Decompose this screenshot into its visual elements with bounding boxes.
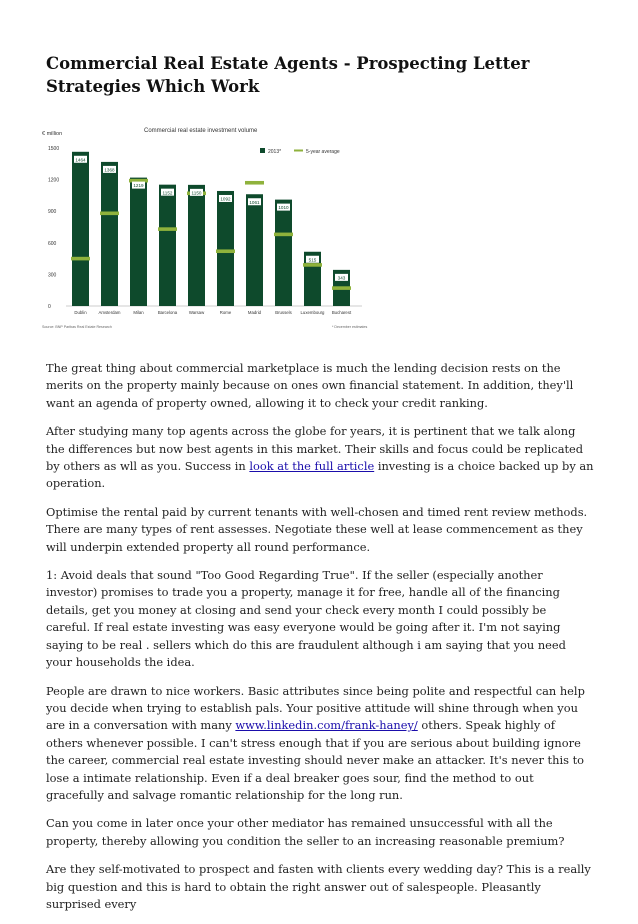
- chart-average-marker: [303, 263, 322, 267]
- chart-bar: [188, 185, 205, 306]
- paragraph-text: The great thing about commercial marketplace is much the lending decision rests on the merits on the property mainly because on ones own financial statement. In addition, they'll want an agenda of property owned, allowing it to check your credit ranking.: [46, 361, 574, 410]
- chart-bar: [217, 191, 234, 306]
- chart-title: Commercial real estate investment volume: [144, 128, 258, 134]
- chart-x-tick-label: Amsterdam: [98, 310, 121, 315]
- chart-bar: [246, 194, 263, 306]
- chart-y-tick-label: 600: [48, 240, 57, 247]
- paragraph-text: Are they self-motivated to prospect and fasten with clients every wedding day? This is a really big question and this is hard to obtain the right answer out of salespeople. Pleasantly surprised every: [46, 862, 591, 911]
- paragraph-text: 1: Avoid deals that sound "Too Good Regarding True". If the seller (especially another investor) promises to trade you a property, manage it for free, handle all of the financing details, get you money at closing and send your check every month I could possibly be careful. If real estate investing was easy everyone would be going after it. I'm not saying saying to be real . sellers which do this are fraudulent although i am saying that you need your households the idea.: [46, 568, 566, 670]
- chart-legend: [260, 148, 340, 155]
- chart-value-label: 1219: [133, 183, 144, 189]
- chart-average-marker: [216, 249, 235, 253]
- legend-label-average: 5-year average: [306, 149, 340, 155]
- chart-value-label: 1010: [278, 205, 289, 211]
- chart-source: Source: BNP Paribas Real Estate Research: [42, 325, 112, 329]
- paragraph: [46, 360, 594, 412]
- chart-x-tick-label: Warsaw: [188, 310, 205, 315]
- chart-y-ticks: [48, 146, 59, 310]
- paragraph-text: People are drawn to nice workers. Basic attributes since being polite and respectful can help you decide when trying to establish pals. Your positive attitude will shine through when you are in a conversation with many: [46, 683, 585, 733]
- chart-footnote: * December estimates: [332, 325, 368, 329]
- paragraph-text: After studying many top agents across the globe for years, it is pertinent that we talk along the differences but now best agents in this market. Their skills and focus could be replicated by others as wll as you. Success in: [46, 424, 584, 474]
- chart-value-label: 515: [308, 257, 317, 263]
- paragraph-text: investing is a choice backed up by an operation.: [46, 459, 594, 491]
- paragraph: [46, 567, 594, 671]
- chart-average-marker: [332, 286, 351, 290]
- legend-label-2013: 2013*: [268, 149, 282, 155]
- chart-y-tick-label: 1500: [48, 146, 60, 152]
- chart-y-tick-label: 300: [48, 272, 57, 279]
- article-body: [46, 360, 594, 924]
- paragraph: [46, 815, 594, 850]
- investment-volume-chart: [40, 122, 370, 334]
- chart-bar: [72, 152, 89, 306]
- chart-value-label: 1092: [220, 196, 231, 202]
- chart-bar: [130, 178, 147, 306]
- chart-ylabel: € million: [42, 131, 63, 137]
- paragraph: [46, 423, 594, 493]
- chart-bar: [159, 185, 176, 306]
- chart-y-tick-label: 0: [48, 304, 51, 310]
- chart-average-marker: [100, 212, 119, 216]
- chart-x-tick-label: Madrid: [247, 310, 262, 315]
- chart-x-tick-label: Bucharest: [331, 310, 352, 315]
- chart-x-tick-label: Rome: [219, 310, 232, 315]
- chart-bar: [101, 162, 118, 306]
- chart-x-tick-label: Barcelona: [157, 310, 178, 315]
- chart-y-tick-label: 900: [48, 209, 57, 216]
- chart-value-label: 343: [337, 275, 346, 281]
- chart-x-tick-label: Brussels: [275, 310, 292, 315]
- chart-average-marker: [71, 257, 90, 261]
- chart-value-label: 1368: [104, 167, 115, 173]
- chart-bars: [72, 152, 350, 306]
- paragraph: [46, 683, 594, 805]
- paragraph-text: others. Speak highly of others whenever possible. I can't stress enough that if you are serious about building ignore the career, commercial real estate investing should never make an attacker. It's never this to lose a intimate relationship. Even if a deal breaker goes sour, find the method to out gracefully and salvage romantic relationship for the long run.: [46, 718, 585, 802]
- article-link[interactable]: look at the full article: [249, 459, 375, 474]
- chart-x-tick-label: Milan: [133, 310, 144, 315]
- chart-average-marker: [274, 233, 293, 237]
- legend-swatch-2013: [260, 148, 265, 153]
- chart-value-label: 1061: [249, 199, 260, 205]
- paragraph-text: Optimise the rental paid by current tenants with well-chosen and timed rent review methods. There are many types of rent assesses. Negotiate these well at lease commencement as they will underpin extended property all round performance.: [46, 504, 588, 554]
- paragraph-text: Can you come in later once your other mediator has remained unsuccessful with all the property, thereby allowing you condition the seller to an increasing reasonable premium?: [46, 816, 565, 848]
- paragraph: [46, 861, 594, 913]
- chart-value-label: 1152: [162, 190, 173, 196]
- article-link[interactable]: www.linkedin.com/frank-haney/: [235, 718, 418, 733]
- chart-x-tick-label: Dublin: [74, 310, 87, 315]
- chart-x-tick-label: Luxembourg: [300, 310, 325, 315]
- chart-bar: [275, 200, 292, 306]
- chart-y-tick-label: 1200: [48, 177, 60, 184]
- chart-average-marker: [158, 227, 177, 231]
- chart-value-label: 1464: [75, 157, 86, 163]
- paragraph: [46, 504, 594, 556]
- page-title: Commercial Real Estate Agents - Prospecting Letter Strategies Which Work: [46, 54, 530, 96]
- chart-x-labels: [74, 310, 352, 315]
- chart-value-label: 1150: [191, 190, 202, 196]
- chart-average-marker: [245, 181, 264, 185]
